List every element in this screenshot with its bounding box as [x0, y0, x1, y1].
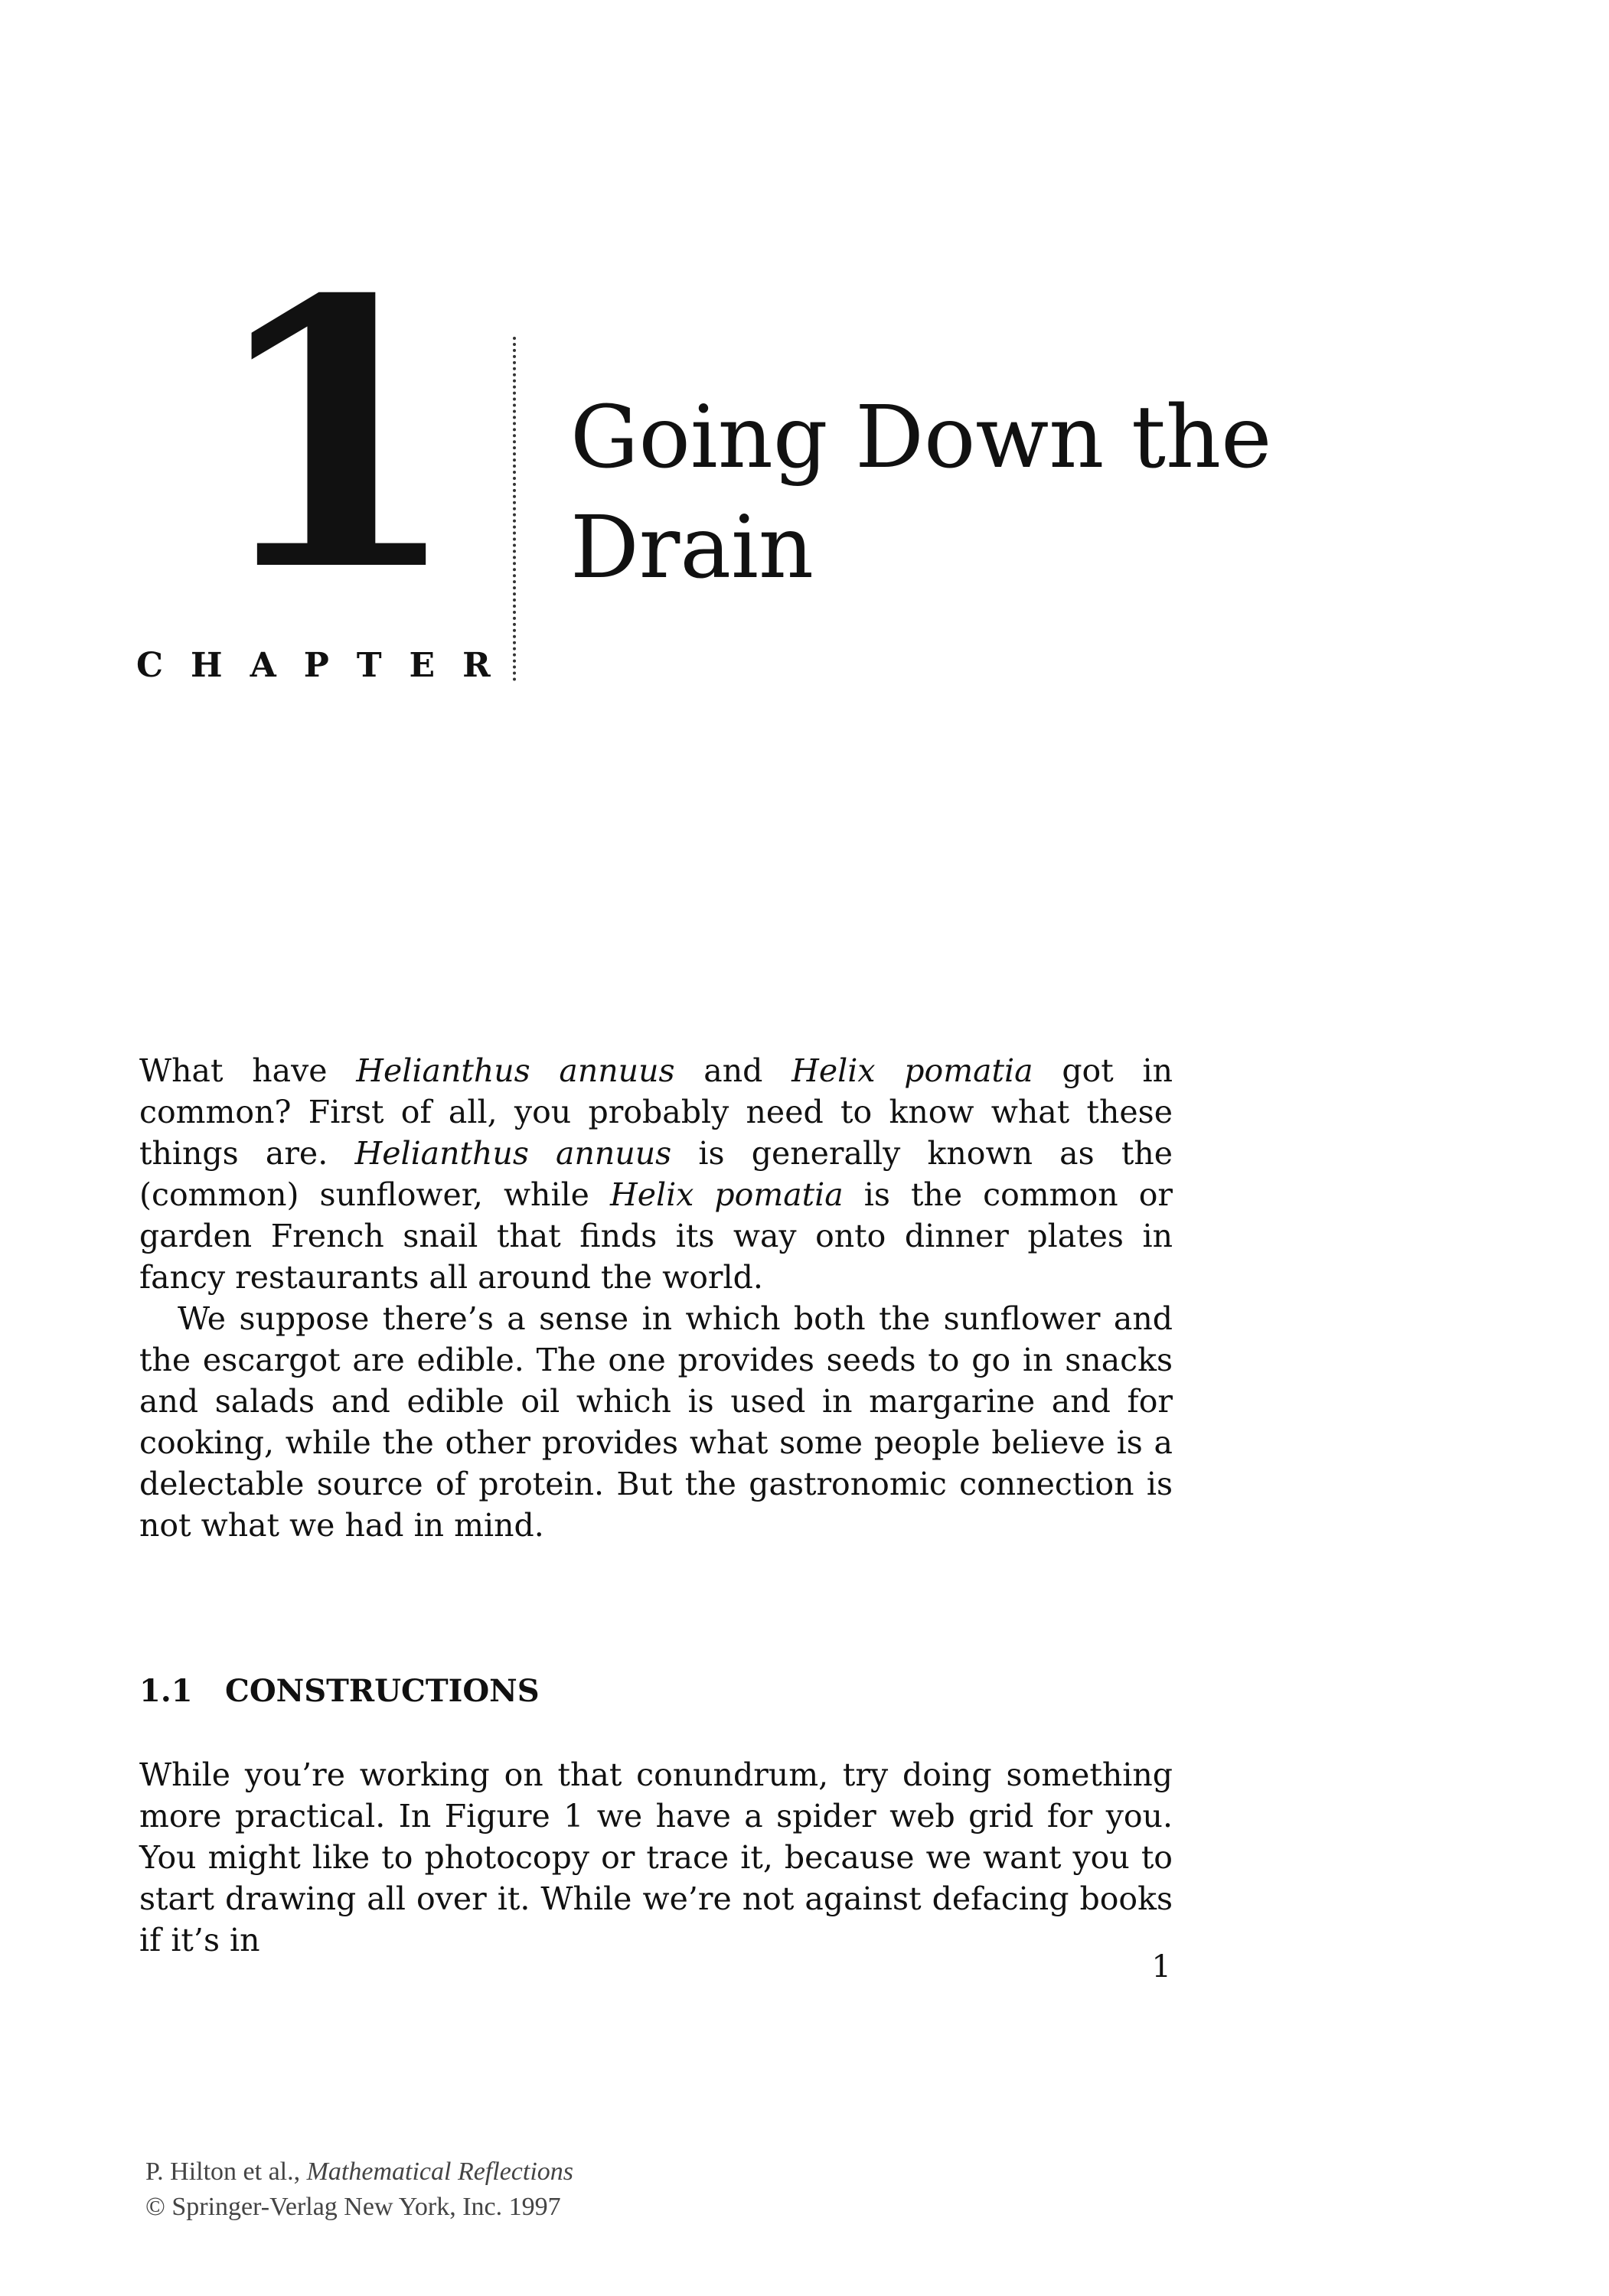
section-number: 1.1: [139, 1673, 193, 1709]
paragraph-2: [139, 1298, 1173, 1546]
text-run: is generally known as the (common) sunflower, while: [139, 1135, 1173, 1213]
chapter-label: CHAPTER: [136, 646, 518, 685]
chapter-divider: [513, 337, 516, 681]
text-run: and: [674, 1052, 792, 1089]
chapter-title-line-2: Drain: [570, 498, 814, 598]
species-name: Helix pomatia: [791, 1052, 1033, 1089]
chapter-title: [570, 383, 1412, 603]
footer-copyright: © Springer-Verlag New York, Inc. 1997: [145, 2193, 561, 2221]
paragraph-1: [139, 1050, 1173, 1298]
text-run: What have: [139, 1052, 357, 1089]
chapter-number: 1: [207, 220, 462, 652]
species-name: Helianthus annuus: [356, 1052, 675, 1089]
paragraph-3-text: While you’re working on that conundrum, try doing something more practical. In Figure 1 we have a spider web grid for you. You might like to photocopy or trace it, because we want you to start drawing all over it. While we’re not against defacing books if it’s in: [139, 1756, 1173, 1958]
text-run: got in common? First of all, you probably need to know what these things are.: [139, 1052, 1173, 1172]
paragraph-2-text: We suppose there’s a sense in which both the sunflower and the escargot are edible. The one provides seeds to go in snacks and salads and edible oil which is used in margarine and for cooking, while the other provides what some people believe is a delectable source of protein. But the gastronomic connection is not what we had in mind.: [139, 1300, 1173, 1544]
species-name: Helianthus annuus: [354, 1135, 672, 1172]
paragraph-3: [139, 1754, 1173, 1961]
section-title: CONSTRUCTIONS: [225, 1673, 540, 1709]
section-heading: [139, 1668, 828, 1714]
footer-book-title: Mathematical Reflections: [306, 2157, 574, 2186]
page-number: 1: [1151, 1949, 1171, 1985]
footer-citation: [145, 2154, 834, 2225]
footer-authors: P. Hilton et al.,: [145, 2157, 307, 2186]
chapter-title-line-1: Going Down the: [570, 388, 1272, 488]
text-run: is the common or garden French snail that finds its way onto dinner plates in fancy restaurants all around the world.: [139, 1176, 1173, 1296]
species-name: Helix pomatia: [610, 1176, 844, 1213]
